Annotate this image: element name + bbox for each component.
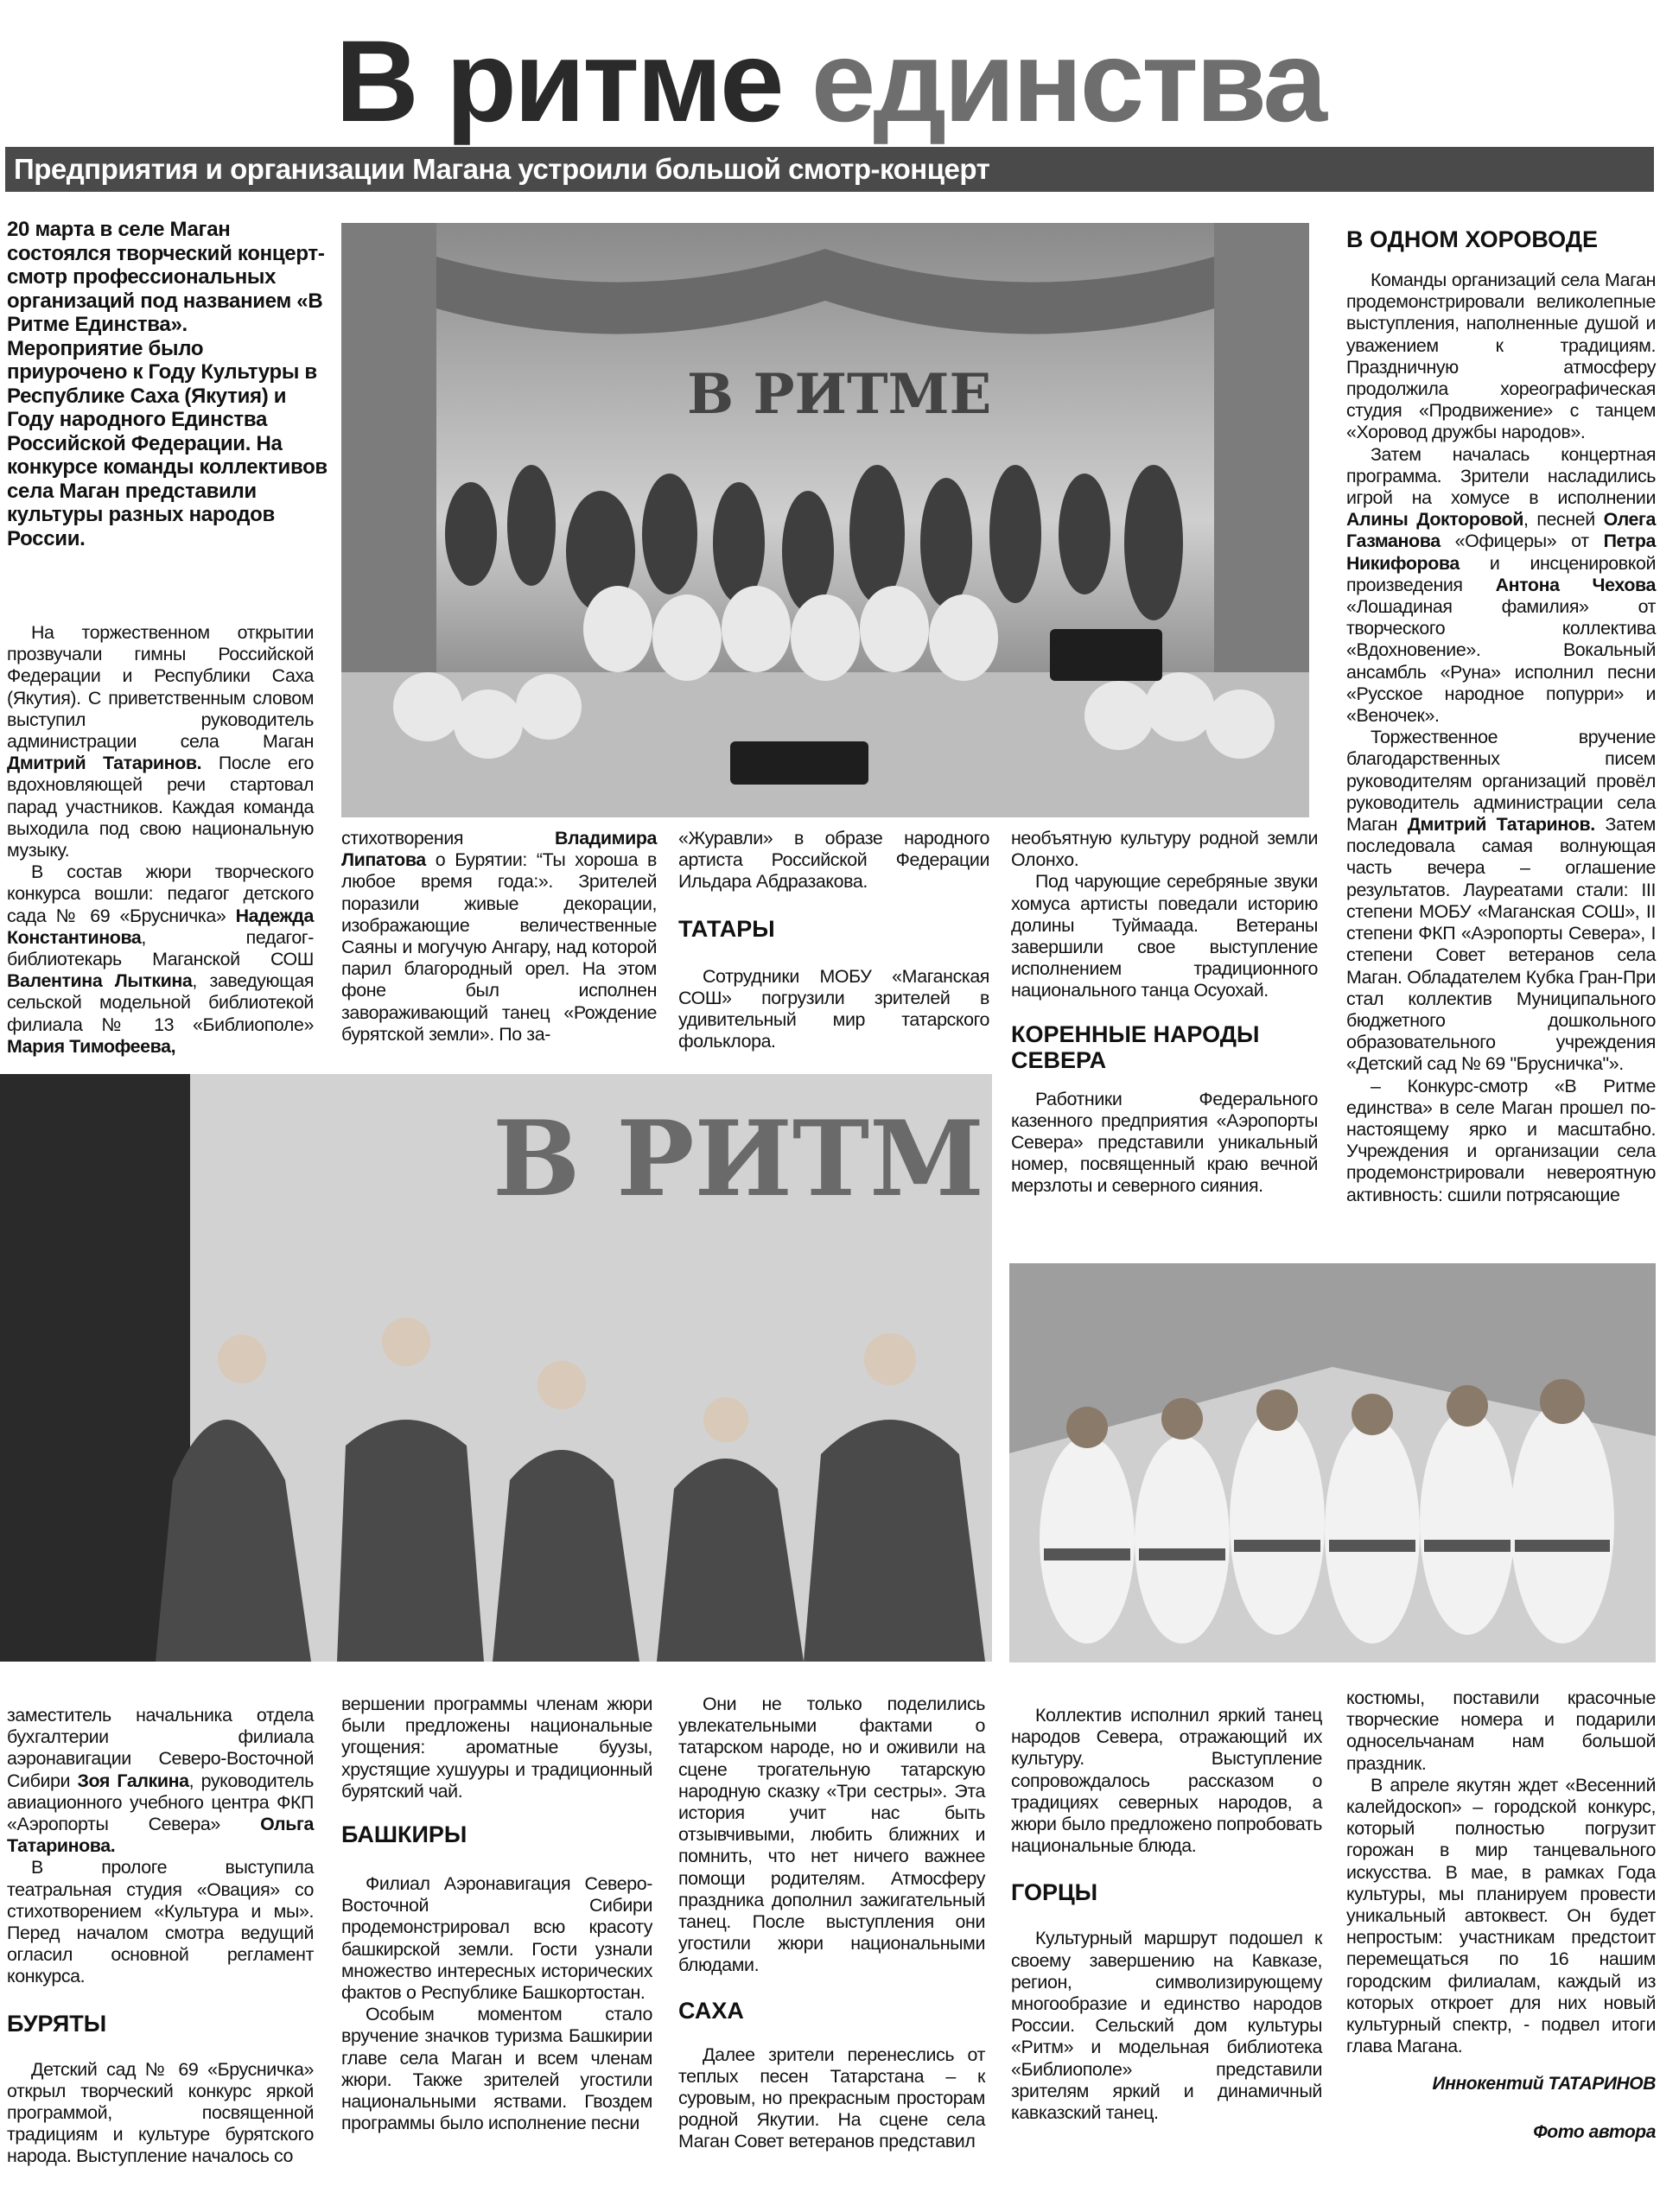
photo-dancers-image [1009, 1263, 1656, 1662]
photo-performers-with-mic [0, 1074, 992, 1662]
column-1-bottom: заместитель начальника отдела бухгалтерии филиала аэронавигации Северо-Восточной Сибири Зоя Галкина, руководитель авиационного учебного центра ФКП «Аэропорты Севера» Ольга Татаринова. В прологе выступила театральная студия «Овация» со стихотворением «Культура и мы». Перед началом смотра ведущий огласил основной регламент конкурса. БУРЯТЫ Детский сад № 69 «Брусничка» открыл творческий конкурс яркой программой, посвященной традициям и культуре бурятского народа. Выступление началось со [7, 1705, 315, 2167]
heading-tatary: ТАТАРЫ [678, 915, 775, 942]
column-5-top: В ОДНОМ ХОРОВОДЕ Команды организаций села Маган продемонстрировали великолепные выступления, наполненные душой и уважением к традициям. Праздничную атмосферу продолжила хореографическая студия «Продвижение» с танцем «Хоровод дружбы народов». Затем началась концертная программа. Зрители насладились игрой на хомусе в исполнении Алины Докторовой, песней Олега Газманова «Офицеры» от Петра Никифорова и инсценировкой произведения Антона Чехова «Лошадиная фамилия» от творческого коллектива «Вдохновение». Вокальный ансамбль «Руна» исполнил песни «Русское народное попурри» и «Веночек». Торжественное вручение благодарственных писем руководителям организаций провёл руководитель администрации села Маган Дмитрий Татаринов. Затем последовала самая волнующая часть вечера – оглашение результатов. Лауреатами стали: III степени МОБУ «Маганская СОШ», II степени ФКП «Аэропорты Севера», I степени Совет ветеранов села Маган. Обладателем Кубка Гран-При стал коллектив Муниципального бюджетного дошкольного образовательного учреждения «Детский сад № 69 "Брусничка"». – Конкурс-смотр «В Ритме единства» в селе Маган прошел по-настоящему ярко и масштабно. Учреждения и организации села продемонстрировали невероятную активность: сшили потрясающие [1346, 226, 1656, 1205]
column-4-mid: необъятную культуру родной земли Олонхо. Под чарующие серебряные звуки хомуса артисты поведали историю долины Туймаада. Ветераны завершили свое выступление исполнением традиционного национального танца Осуохай. КОРЕННЫЕ НАРОДЫ СЕВЕРА Работники Федерального казенного предприятия «Аэропорты Севера» представили уникальный номер, посвященный краю вечной мерзлоты и северного сияния. [1011, 828, 1318, 1197]
lead-paragraph [7, 218, 328, 550]
heading-bashkiry: БАШКИРЫ [341, 1821, 467, 1848]
heading-gortsy: ГОРЦЫ [1011, 1879, 1098, 1906]
photo-performers-image [0, 1074, 992, 1662]
column-1-top: На торжественном открытии прозвучали гимны Российской Федерации и Республики Саха (Якутия). С приветственным словом выступил руководитель администрации села Маган Дмитрий Татаринов. После его вдохновляющей речи стартовал парад участников. Каждая команда выходила под свою национальную музыку. В состав жюри творческого конкурса вошли: педагог детского сада № 69 «Брусничка» Надежда Константинова, педагог-библиотекарь Маганской СОШ Валентина Лыткина, заведующая сельской модельной библиотекой филиала № 13 «Библиополе» Мария Тимофеева, [7, 622, 314, 1057]
column-3-bottom: Они не только поделились увлекательными фактами о татарском народе, но и оживили на сцене трогательную татарскую народную сказку «Три сестры». Эта история учит нас быть отзывчивыми, любить ближних и помнить, что нет ничего важнее помощи родителям. Атмосферу праздника дополнил зажигательный танец. После выступления они угостили жюри национальными блюдами. САХА Далее зрители перенеслись от теплых песен Татарстана – к суровым, но прекрасным просторам родной Якутии. На сцене села Маган Совет ветеранов представил [678, 1694, 985, 2152]
photo-northern-dancers [1009, 1263, 1656, 1662]
column-2-bottom: вершении программы членам жюри были предложены национальные угощения: ароматные буузы, хрустящие хушууры и традиционный бурятский чай. БАШКИРЫ Филиал Аэронавигация Северо-Восточной Сибири продемонстрировал всю красоту башкирской земли. Гости узнали множество интересных исторических фактов о Республике Башкортостан. Особым моментом стало вручение значков туризма Башкирии главе села Маган и всем членам жюри. Также зрителей угостили национальными яствами. Гвоздем программы было исполнение песни [341, 1694, 652, 2134]
headline-part1: В ритме [335, 17, 782, 146]
column-5-bottom: костюмы, поставили красочные творческие номера и подарили односельчанам нам большой праздник. В апреле якутян ждет «Весенний калейдоскоп» – городской конкурс, который полностью погрузит горожан в мир танцевального искусства. В мае, в рамках Года культуры, мы планируем провести уникальный автоквест. Он будет непростым: участникам предстоит перемещаться по 16 нашим городским филиалам, каждый из которых откроет для них новый культурный спектр, - подвел итоги глава Магана. Иннокентий ТАТАРИНОВ Фото автора [1346, 1688, 1656, 2142]
photo-banner-text: В РИТМЕ [687, 362, 992, 427]
lead-text: 20 марта в селе Маган состоялся творческий концерт-смотр профессиональных организаций под названием «В Ритме Единства». Мероприятие было приурочено к Году Культуры в Республике Саха (Якутия) и Году народного Единства Российской Федерации. На конкурсе команды коллективов села Маган представили культуры разных народов России. [7, 218, 328, 550]
byline-photo-credit: Фото автора [1533, 2121, 1656, 2142]
column-4-bottom: Коллектив исполнил яркий танец народов Севера, отражающий их культуру. Выступление сопровождалось рассказом о традициях северных народов, а жюри было предложено попробовать национальные блюда. ГОРЦЫ Культурный маршрут подошел к своему завершению на Кавказе, регион, символизирующему многообразие и единство народов России. Сельский дом культуры «Ритм» и модельная библиотека «Библиополе» представили зрителям яркий и динамичный кавказский танец. [1011, 1705, 1322, 2124]
heading-buryaty: БУРЯТЫ [7, 2010, 107, 2037]
subheadline-bar: Предприятия и организации Магана устроили большой смотр-концерт [5, 147, 1654, 192]
photo-group-on-stage [341, 223, 1309, 817]
headline-part2: единства [811, 17, 1325, 146]
photo-banner2-text: В РИТМ [493, 1098, 984, 1220]
headline [0, 17, 1660, 147]
column-3-mid: «Журавли» в образе народного артиста Российской Федерации Ильдара Абдразакова. ТАТАРЫ Сотрудники МОБУ «Маганская СОШ» погрузили зрителей в удивительный мир татарского фольклора. [678, 828, 989, 1052]
photo-group-image [341, 223, 1309, 817]
heading-korennye: КОРЕННЫЕ НАРОДЫ СЕВЕРА [1011, 1020, 1260, 1073]
heading-horovod: В ОДНОМ ХОРОВОДЕ [1346, 226, 1599, 252]
column-2-mid: стихотворения Владимира Липатова о Бурятии: “Ты хороша в любое время года:». Зрителей поразили живые декорации, изображающие величественные Саяны и могучую Ангару, над которой парил благородный орел. На этом фоне был исполнен завораживающий танец «Рождение бурятской земли». По за- [341, 828, 657, 1045]
heading-sakha: САХА [678, 1997, 744, 2024]
byline-author: Иннокентий ТАТАРИНОВ [1432, 2074, 1656, 2094]
